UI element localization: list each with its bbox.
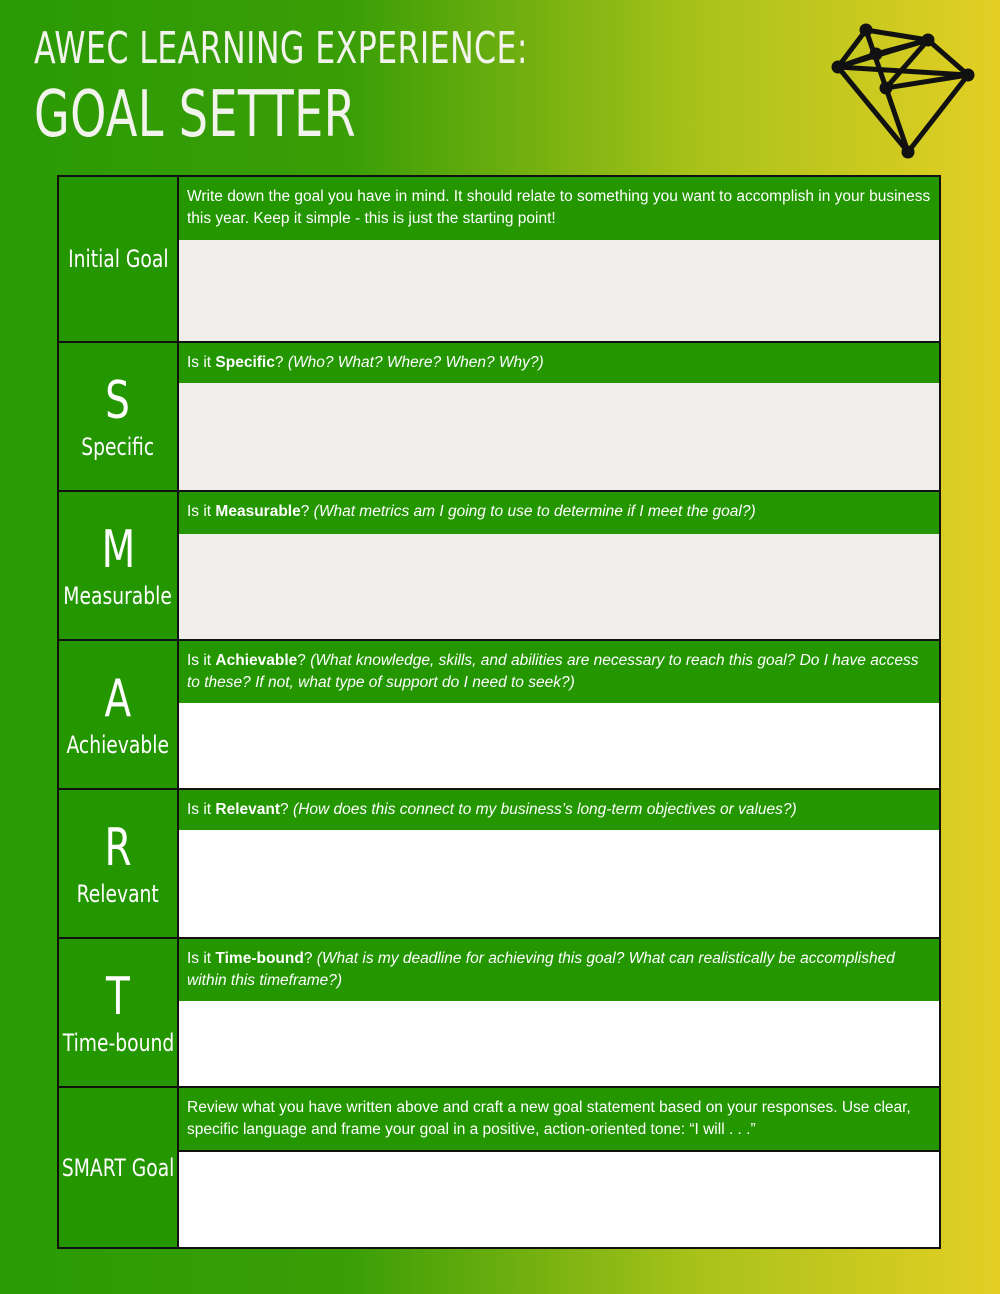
label-cell: [59, 1088, 179, 1247]
row-letter: S: [105, 370, 131, 431]
prompt-italic: (Who? What? Where? When? Why?): [287, 354, 544, 371]
prompt-pre: Is it: [187, 652, 216, 669]
page-title: AWEC LEARNING EXPERIENCE:: [34, 23, 528, 74]
prompt-mid: ?: [303, 950, 317, 967]
row-letter: M: [101, 519, 135, 580]
prompt-mid: ?: [300, 503, 314, 520]
prompt-specific: [179, 343, 939, 385]
row-label: Time-bound: [62, 1028, 174, 1057]
prompt-italic: (How does this connect to my business’s long-term objectives or values?): [292, 801, 797, 818]
row-letter: A: [104, 668, 132, 729]
row-relevant: [59, 790, 939, 939]
label-cell: [59, 641, 179, 788]
row-letter: T: [106, 966, 130, 1027]
prompt-bold: Specific: [215, 354, 275, 371]
prompt-bold: Time-bound: [215, 950, 304, 967]
prompt-pre: Is it: [187, 950, 216, 967]
prompt-time-bound: [179, 939, 939, 1003]
prompt-italic: (What metrics am I going to use to determine if I meet the goal?): [313, 503, 756, 520]
row-achievable: [59, 641, 939, 790]
row-initial-goal: [59, 177, 939, 343]
answer-smart-goal[interactable]: [179, 1152, 939, 1247]
prompt-bold: Measurable: [215, 503, 301, 520]
diamond-network-icon: [828, 20, 978, 160]
row-time-bound: [59, 939, 939, 1088]
prompt-text: Write down the goal you have in mind. It should relate to something you want to accomplish in your business this year. Keep it simple - this is just the starting point!: [187, 188, 931, 227]
prompt-text: Review what you have written above and craft a new goal statement based on your responses. Use clear, specific language and frame your goal in a positive, action-oriented tone: “I will . . .”: [187, 1099, 911, 1138]
row-label: Achievable: [66, 730, 170, 759]
row-label: Measurable: [63, 581, 173, 610]
answer-time-bound[interactable]: [179, 1001, 939, 1086]
answer-specific[interactable]: [179, 383, 939, 490]
prompt-italic: (What is my deadline for achieving this goal? What can realistically be accomplished within this timeframe?): [187, 950, 895, 989]
row-label: Specific: [81, 432, 155, 461]
prompt-pre: Is it: [187, 801, 216, 818]
prompt-pre: Is it: [187, 503, 216, 520]
label-cell: [59, 790, 179, 937]
prompt-bold: Achievable: [215, 652, 298, 669]
answer-relevant[interactable]: [179, 830, 939, 937]
prompt-mid: ?: [297, 652, 311, 669]
label-cell: [59, 492, 179, 639]
prompt-measurable: [179, 492, 939, 536]
goal-setter-form: [57, 175, 941, 1249]
prompt-pre: Is it: [187, 354, 216, 371]
row-label: Initial Goal: [67, 245, 169, 273]
prompt-italic: (What knowledge, skills, and abilities are necessary to reach this goal? Do I have access to these? If not, what type of support do I need to seek?): [187, 652, 919, 691]
prompt-relevant: [179, 790, 939, 832]
row-smart-goal: [59, 1088, 939, 1247]
answer-achievable[interactable]: [179, 703, 939, 788]
row-specific: [59, 343, 939, 492]
row-label: SMART Goal: [61, 1153, 175, 1182]
label-cell: [59, 939, 179, 1086]
label-cell: [59, 177, 179, 341]
answer-initial-goal[interactable]: [179, 240, 939, 341]
prompt-initial-goal: [179, 177, 939, 242]
page-subtitle: GOAL SETTER: [34, 78, 356, 152]
prompt-achievable: [179, 641, 939, 705]
label-cell: [59, 343, 179, 490]
answer-measurable[interactable]: [179, 534, 939, 639]
prompt-bold: Relevant: [215, 801, 281, 818]
prompt-mid: ?: [274, 354, 288, 371]
prompt-mid: ?: [280, 801, 293, 818]
row-measurable: [59, 492, 939, 641]
prompt-smart-goal: [179, 1088, 939, 1152]
row-letter: R: [104, 817, 132, 878]
row-label: Relevant: [76, 879, 160, 908]
